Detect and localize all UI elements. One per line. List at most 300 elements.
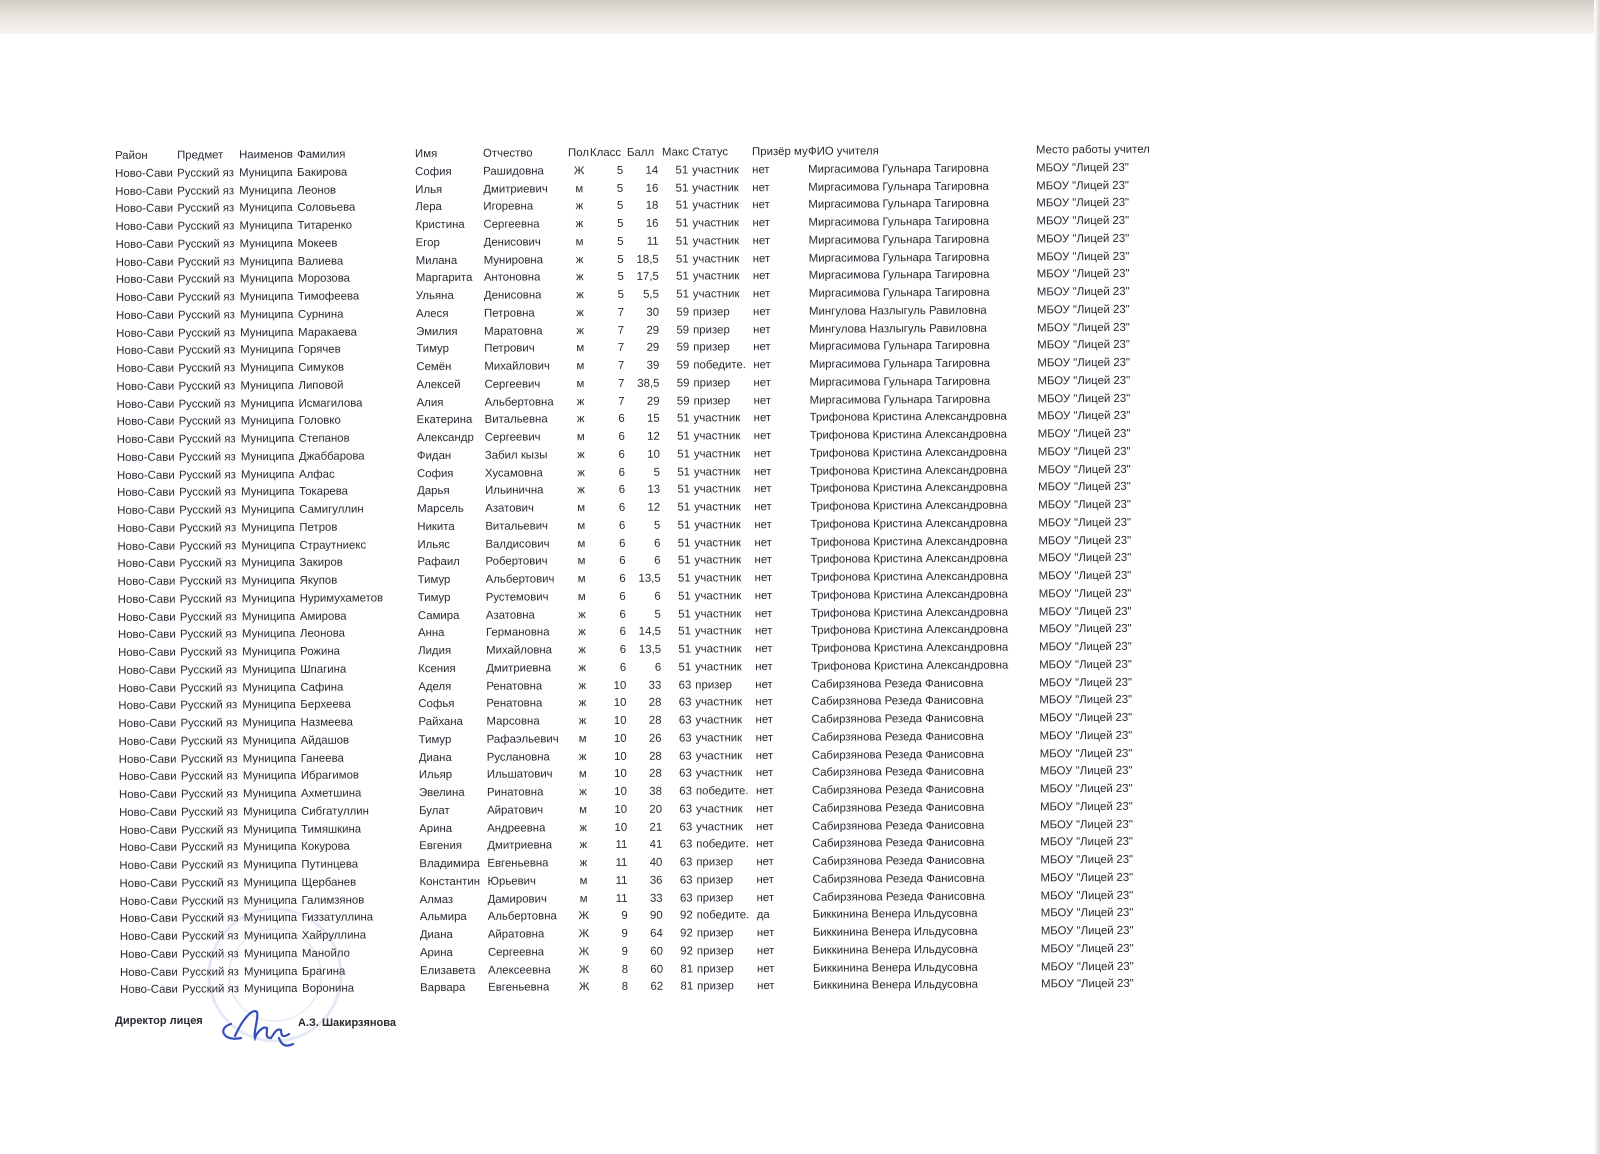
table-cell: Миргасимова Гульнара Тагировна bbox=[809, 357, 990, 371]
table-cell: Муниципа bbox=[240, 379, 294, 392]
table-cell: Ренатовна bbox=[486, 679, 543, 693]
table-cell: Ново-Сави bbox=[118, 717, 177, 730]
table-cell: Русский яз bbox=[181, 930, 239, 943]
table-cell: Миргасимова Гульнара Тагировна bbox=[808, 286, 990, 300]
table-cell: Ж bbox=[573, 164, 585, 177]
table-cell: ж bbox=[578, 608, 586, 621]
table-cell: Трифонова Кристина Александровна bbox=[810, 499, 1008, 513]
table-cell: Дмитриевна bbox=[486, 662, 552, 675]
table-cell: 21 bbox=[649, 821, 663, 834]
director-label: Директор лицея bbox=[115, 1015, 203, 1027]
table-cell: Райхана bbox=[418, 715, 464, 729]
table-cell: призер bbox=[696, 873, 734, 887]
table-cell: Ильяр bbox=[418, 769, 453, 782]
table-cell: Владимира bbox=[419, 857, 480, 871]
table-cell: Кокурова bbox=[301, 840, 350, 854]
table-cell: ж bbox=[578, 679, 587, 692]
table-cell: Сабирзянова Резеда Фанисовна bbox=[812, 890, 985, 904]
table-cell: Ильяс bbox=[417, 538, 451, 551]
column-header: Балл bbox=[627, 146, 655, 159]
table-cell: 7 bbox=[617, 359, 625, 372]
table-cell: Софья bbox=[418, 698, 455, 711]
table-cell: МБОУ "Лицей 23" bbox=[1037, 339, 1130, 352]
table-cell: участник bbox=[694, 483, 741, 496]
table-cell: Муниципа bbox=[243, 858, 297, 872]
table-cell: 51 bbox=[675, 235, 689, 248]
table-cell: МБОУ "Лицей 23" bbox=[1038, 587, 1132, 601]
table-cell: нет bbox=[754, 571, 773, 585]
table-cell: 5 bbox=[616, 164, 624, 177]
table-cell: 81 bbox=[680, 980, 694, 993]
table-cell: 63 bbox=[679, 891, 693, 905]
table-cell: 6 bbox=[654, 554, 661, 567]
table-cell: Фидан bbox=[416, 449, 452, 462]
table-cell: призер bbox=[695, 678, 732, 691]
table-cell: ж bbox=[575, 253, 584, 266]
table-cell: 6 bbox=[619, 590, 626, 603]
table-cell: нет bbox=[754, 500, 772, 514]
table-cell: Сабирзянова Резеда Фанисовна bbox=[811, 783, 985, 797]
table-cell: 51 bbox=[678, 590, 691, 603]
table-cell: 5 bbox=[616, 182, 624, 195]
table-cell: Ново-Сави bbox=[115, 220, 174, 233]
table-cell: участник bbox=[692, 252, 740, 265]
table-cell: Михайлович bbox=[484, 360, 550, 373]
table-cell: победите. bbox=[696, 838, 749, 851]
table-cell: Ново-Сави bbox=[117, 486, 175, 500]
table-cell: призер bbox=[693, 323, 730, 336]
table-cell: МБОУ "Лицей 23" bbox=[1041, 978, 1134, 991]
table-cell: участник bbox=[695, 714, 743, 727]
table-cell: МБОУ "Лицей 23" bbox=[1036, 285, 1130, 299]
table-cell: победите. bbox=[696, 909, 750, 922]
table-cell: Айдашов bbox=[300, 734, 350, 747]
table-cell: м bbox=[577, 537, 586, 550]
table-cell: м bbox=[576, 431, 585, 444]
table-cell: Никита bbox=[417, 520, 455, 533]
table-cell: Трифонова Кристина Александровна bbox=[810, 535, 1008, 549]
table-cell: Ново-Сави bbox=[117, 628, 176, 642]
table-cell: Ринатовна bbox=[486, 786, 544, 799]
table-cell: Муниципа bbox=[240, 344, 294, 357]
table-cell: Русский яз bbox=[178, 326, 235, 340]
table-cell: 11 bbox=[615, 839, 628, 852]
table-cell: призер bbox=[693, 376, 731, 390]
table-cell: нет bbox=[756, 802, 774, 815]
table-cell: Евгеньевна bbox=[487, 857, 549, 870]
column-header: Призёр му bbox=[752, 145, 808, 159]
table-cell: Русский яз bbox=[181, 948, 239, 961]
results-sheet bbox=[115, 142, 1169, 1000]
table-cell: участник bbox=[692, 199, 739, 212]
table-cell: Русский яз bbox=[179, 628, 237, 641]
table-cell: Илья bbox=[415, 183, 443, 196]
table-cell: Муниципа bbox=[241, 610, 296, 623]
table-cell: ж bbox=[578, 644, 586, 657]
table-cell: ж bbox=[579, 821, 588, 834]
table-cell: нет bbox=[755, 660, 773, 673]
table-cell: нет bbox=[752, 163, 770, 176]
scan-edge-top bbox=[0, 0, 1600, 34]
table-cell: МБОУ "Лицей 23" bbox=[1040, 800, 1133, 814]
table-cell: Ново-Сави bbox=[120, 983, 178, 997]
table-cell: Эмилия bbox=[416, 325, 458, 338]
table-cell: участник bbox=[692, 163, 739, 177]
table-cell: МБОУ "Лицей 23" bbox=[1040, 924, 1134, 938]
table-cell: 29 bbox=[646, 341, 660, 355]
table-cell: 63 bbox=[679, 803, 693, 816]
table-cell: МБОУ "Лицей 23" bbox=[1039, 765, 1133, 778]
column-header: Наименов bbox=[239, 148, 293, 162]
table-cell: Витальевич bbox=[485, 520, 549, 533]
table-cell: Ново-Сави bbox=[119, 841, 178, 855]
table-cell: нет bbox=[756, 820, 774, 833]
table-cell: участник bbox=[695, 660, 742, 674]
table-cell: 18 bbox=[645, 199, 659, 213]
table-cell: Русский яз bbox=[177, 309, 235, 322]
table-cell: нет bbox=[752, 305, 771, 318]
table-cell: Муниципа bbox=[241, 557, 295, 570]
table-cell: МБОУ "Лицей 23" bbox=[1038, 516, 1132, 530]
table-cell: м bbox=[576, 377, 585, 390]
table-cell: Игоревна bbox=[483, 200, 534, 214]
table-cell: 51 bbox=[676, 270, 689, 283]
table-cell: Муниципа bbox=[241, 539, 295, 552]
table-cell: ж bbox=[578, 697, 587, 710]
table-cell: Ново-Сави bbox=[116, 415, 175, 429]
table-cell: Муниципа bbox=[242, 787, 297, 801]
table-cell: 59 bbox=[676, 359, 690, 372]
table-cell: Русский яз bbox=[179, 575, 237, 588]
table-cell: 38,5 bbox=[637, 377, 660, 390]
table-cell: Ново-Сави bbox=[115, 256, 174, 269]
table-cell: 51 bbox=[677, 536, 691, 550]
table-cell: 39 bbox=[646, 359, 660, 372]
table-cell: 51 bbox=[678, 661, 692, 674]
table-cell: Миргасимова Гульнара Тагировна bbox=[808, 233, 990, 247]
table-cell: Трифонова Кристина Александровна bbox=[810, 570, 1008, 584]
table-cell: 51 bbox=[677, 465, 691, 479]
table-cell: Сабирзянова Резеда Фанисовна bbox=[812, 801, 985, 815]
table-cell: МБОУ "Лицей 23" bbox=[1040, 853, 1134, 867]
column-header: Имя bbox=[415, 148, 438, 161]
table-cell: Муниципа bbox=[239, 290, 294, 304]
table-cell: Айратовна bbox=[487, 928, 545, 941]
table-cell: 33 bbox=[649, 892, 663, 905]
table-cell: м bbox=[577, 502, 586, 515]
table-cell: участник bbox=[694, 554, 742, 567]
table-cell: Витальевна bbox=[484, 413, 548, 426]
table-cell: Биккинина Венера Ильдусовна bbox=[812, 925, 978, 939]
table-cell: Трифонова Кристина Александровна bbox=[809, 428, 1007, 442]
table-cell: Трифонова Кристина Александровна bbox=[811, 659, 1009, 673]
table-cell: Маратовна bbox=[484, 324, 543, 338]
table-cell: Назмеева bbox=[300, 716, 353, 729]
table-cell: 51 bbox=[677, 448, 690, 461]
table-cell: нет bbox=[753, 447, 772, 460]
table-cell: Воронина bbox=[302, 982, 355, 996]
table-cell: 63 bbox=[679, 856, 693, 869]
table-cell: Русский яз bbox=[177, 167, 235, 180]
table-cell: Марсовна bbox=[486, 715, 540, 728]
table-cell: Александр bbox=[416, 431, 474, 445]
table-cell: 51 bbox=[677, 519, 691, 532]
table-cell: Галимзянов bbox=[301, 893, 365, 907]
table-cell: нет bbox=[753, 341, 771, 354]
table-cell: Арина bbox=[419, 946, 453, 959]
table-cell: 5 bbox=[617, 288, 624, 301]
table-cell: Муниципа bbox=[240, 468, 295, 481]
table-cell: Трифонова Кристина Александровна bbox=[810, 552, 1008, 567]
table-cell: Ново-Сави bbox=[117, 540, 176, 553]
table-cell: 60 bbox=[650, 945, 663, 958]
table-cell: участник bbox=[694, 518, 741, 532]
table-cell: Миргасимова Гульнара Тагировна bbox=[809, 375, 991, 389]
table-cell: Сибгатуллин bbox=[301, 805, 369, 818]
table-cell: Муниципа bbox=[239, 202, 293, 215]
table-cell: м bbox=[578, 732, 587, 745]
table-cell: Рафаэльевич bbox=[486, 733, 559, 746]
table-cell: ж bbox=[576, 324, 584, 337]
table-cell: Русский яз bbox=[181, 859, 239, 872]
table-cell: нет bbox=[753, 429, 772, 443]
table-cell: Алмаз bbox=[419, 893, 454, 906]
table-cell: Альбертовна bbox=[484, 395, 554, 409]
table-cell: 5 bbox=[616, 200, 624, 213]
table-cell: 59 bbox=[676, 394, 690, 408]
table-cell: нет bbox=[756, 944, 775, 957]
table-cell: Альбертович bbox=[485, 573, 555, 586]
table-cell: Ульяна bbox=[415, 289, 454, 303]
table-cell: Муниципа bbox=[239, 255, 294, 268]
table-cell: Тимур bbox=[416, 343, 449, 356]
table-cell: Русский яз bbox=[180, 735, 238, 748]
table-cell: Дмитриевич bbox=[483, 182, 548, 196]
table-cell: Ново-Сави bbox=[116, 469, 175, 482]
table-cell: Ж bbox=[578, 963, 590, 976]
table-cell: МБОУ "Лицей 23" bbox=[1036, 179, 1129, 192]
table-cell: 10 bbox=[647, 448, 660, 461]
table-cell: призер bbox=[692, 305, 730, 319]
table-cell: Сабирзянова Резеда Фанисовна bbox=[812, 819, 985, 833]
table-cell: нет bbox=[753, 323, 771, 336]
table-cell: Русский яз bbox=[182, 983, 240, 996]
table-cell: 13,5 bbox=[638, 572, 661, 585]
table-cell: нет bbox=[755, 642, 773, 656]
table-cell: Миргасимова Гульнара Тагировна bbox=[809, 339, 990, 354]
table-cell: Денисовна bbox=[483, 289, 542, 302]
table-cell: Русский яз bbox=[179, 486, 236, 499]
column-header: Макс bbox=[662, 146, 689, 159]
table-cell: Муниципа bbox=[243, 929, 298, 943]
table-cell: 10 bbox=[613, 714, 627, 727]
table-cell: Ново-Сави bbox=[116, 327, 174, 340]
table-cell: м bbox=[579, 803, 588, 816]
table-cell: Сурнина bbox=[297, 308, 344, 321]
table-cell: 7 bbox=[617, 324, 625, 337]
table-cell: Сабирзянова Резеда Фанисовна bbox=[811, 748, 984, 762]
table-cell: Миргасимова Гульнара Тагировна bbox=[808, 180, 989, 194]
table-cell: МБОУ "Лицей 23" bbox=[1036, 303, 1130, 317]
table-cell: ж bbox=[578, 715, 587, 728]
table-cell: Страутниекс bbox=[299, 538, 367, 552]
table-cell: 51 bbox=[677, 572, 691, 585]
table-cell: 7 bbox=[618, 377, 625, 390]
table-cell: Кристина bbox=[415, 218, 465, 232]
table-cell: 7 bbox=[618, 395, 625, 408]
table-cell: Русский яз bbox=[178, 362, 236, 375]
table-cell: Дамирович bbox=[487, 892, 547, 906]
table-cell: Амирова bbox=[299, 610, 347, 623]
column-header: Отчество bbox=[483, 147, 533, 160]
table-cell: призер bbox=[696, 944, 734, 958]
table-cell: Степанов bbox=[298, 432, 350, 445]
table-cell: да bbox=[756, 909, 770, 922]
table-cell: МБОУ "Лицей 23" bbox=[1040, 960, 1134, 973]
table-cell: нет bbox=[752, 234, 771, 247]
table-cell: участник bbox=[694, 607, 742, 620]
table-cell: нет bbox=[754, 483, 772, 496]
table-cell: Русский яз bbox=[177, 291, 235, 304]
table-cell: Мунировна bbox=[483, 253, 544, 267]
table-cell: МБОУ "Лицей 23" bbox=[1040, 889, 1134, 902]
table-cell: Ильинична bbox=[485, 484, 544, 497]
table-cell: Ново-Сави bbox=[118, 788, 177, 801]
table-cell: Сабирзянова Резеда Фанисовна bbox=[812, 872, 985, 886]
table-cell: 51 bbox=[675, 181, 689, 195]
table-cell: 51 bbox=[675, 217, 689, 230]
table-cell: участник bbox=[693, 447, 741, 461]
table-cell: Муниципа bbox=[243, 876, 297, 889]
column-header: Фамилия bbox=[297, 148, 346, 161]
table-cell: Сергеевич bbox=[484, 431, 541, 444]
table-cell: Горячев bbox=[298, 343, 341, 357]
table-cell: Русский яз bbox=[178, 397, 236, 411]
table-cell: нет bbox=[752, 270, 771, 283]
table-cell: Антоновна bbox=[483, 271, 541, 284]
table-cell: участник bbox=[693, 412, 741, 425]
table-cell: Айратович bbox=[487, 804, 544, 817]
table-cell: 28 bbox=[648, 714, 662, 727]
table-cell: Ж bbox=[578, 981, 590, 994]
table-cell: МБОУ "Лицей 23" bbox=[1037, 410, 1131, 423]
column-header: Класс bbox=[590, 146, 622, 160]
table-cell: 7 bbox=[617, 342, 625, 355]
table-cell: Сабирзянова Резеда Фанисовна bbox=[811, 677, 984, 691]
table-cell: 51 bbox=[675, 164, 689, 177]
table-cell: Муниципа bbox=[240, 432, 295, 446]
table-cell: Валиева bbox=[297, 255, 344, 268]
table-cell: Сергеевич bbox=[484, 378, 541, 391]
scan-edge-right bbox=[1594, 0, 1600, 1154]
table-cell: Егор bbox=[415, 236, 440, 249]
table-cell: участник bbox=[692, 217, 740, 230]
table-cell: МБОУ "Лицей 23" bbox=[1039, 711, 1133, 725]
table-cell: София bbox=[415, 165, 452, 178]
table-cell: Ново-Сави bbox=[116, 344, 174, 358]
table-cell: нет bbox=[756, 962, 775, 975]
table-cell: Муниципа bbox=[243, 841, 297, 854]
table-cell: участник bbox=[694, 625, 742, 638]
table-cell: 14,5 bbox=[638, 625, 662, 639]
table-cell: Эвелина bbox=[418, 786, 465, 800]
table-cell: Робертович bbox=[485, 555, 548, 568]
table-cell: Токарева bbox=[299, 485, 349, 499]
table-cell: 15 bbox=[646, 412, 660, 426]
table-cell: Петров bbox=[299, 521, 338, 534]
table-cell: нет bbox=[753, 394, 772, 407]
table-cell: 9 bbox=[621, 910, 628, 923]
table-cell: нет bbox=[753, 358, 771, 372]
table-cell: нет bbox=[756, 926, 775, 940]
table-cell: Хусамовна bbox=[484, 466, 543, 480]
table-cell: Муниципа bbox=[242, 681, 296, 694]
table-cell: МБОУ "Лицей 23" bbox=[1037, 374, 1131, 388]
table-cell: нет bbox=[752, 181, 770, 194]
table-cell: Симуков bbox=[298, 361, 345, 374]
table-cell: 5 bbox=[617, 271, 624, 284]
table-cell: Русский яз bbox=[179, 539, 237, 553]
table-cell: 51 bbox=[678, 607, 691, 621]
table-cell: 10 bbox=[614, 821, 628, 834]
table-cell: София bbox=[416, 467, 454, 480]
table-cell: Муниципа bbox=[243, 912, 298, 925]
table-cell: МБОУ "Лицей 23" bbox=[1039, 676, 1133, 689]
table-cell: Сабирзянова Резеда Фанисовна bbox=[811, 730, 984, 744]
table-cell: нет bbox=[755, 784, 774, 798]
table-cell: Муниципа bbox=[239, 219, 293, 233]
table-cell: Ново-Сави bbox=[118, 753, 177, 766]
table-cell: Арина bbox=[419, 822, 453, 835]
table-cell: ж bbox=[579, 786, 587, 799]
table-cell: МБОУ "Лицей 23" bbox=[1037, 392, 1131, 405]
table-cell: 10 bbox=[613, 732, 627, 745]
table-cell: Рожина bbox=[300, 645, 341, 658]
table-cell: ж bbox=[577, 484, 585, 497]
table-cell: Диана bbox=[418, 751, 452, 764]
table-cell: Русский яз bbox=[181, 841, 239, 854]
table-cell: Ново-Сави bbox=[118, 770, 177, 784]
table-cell: 10 bbox=[613, 679, 627, 692]
table-cell: Русский яз bbox=[179, 504, 237, 517]
table-cell: Миргасимова Гульнара Тагировна bbox=[808, 251, 990, 265]
table-cell: Леонова bbox=[299, 627, 346, 641]
table-cell: Ибрагимов bbox=[300, 769, 360, 783]
table-cell: МБОУ "Лицей 23" bbox=[1036, 232, 1130, 246]
column-header: Предмет bbox=[177, 149, 224, 162]
table-cell: МБОУ "Лицей 23" bbox=[1038, 623, 1132, 636]
table-cell: 51 bbox=[675, 252, 689, 266]
table-cell: Ново-Сави bbox=[115, 273, 174, 287]
table-cell: Трифонова Кристина Александровна bbox=[811, 641, 1009, 655]
table-cell: Русский яз bbox=[180, 717, 238, 730]
table-cell: Ново-Сави bbox=[119, 859, 178, 872]
table-cell: Русский яз bbox=[178, 433, 236, 446]
table-body bbox=[115, 159, 1169, 1000]
table-cell: Семён bbox=[416, 360, 452, 374]
table-cell: Ж bbox=[578, 910, 590, 923]
table-cell: 63 bbox=[679, 838, 693, 851]
table-cell: Ново-Сави bbox=[119, 948, 178, 961]
table-cell: Маргарита bbox=[415, 272, 473, 285]
table-cell: Ново-Сави bbox=[115, 202, 174, 216]
table-cell: Елизавета bbox=[419, 964, 476, 977]
table-cell: Сабирзянова Резеда Фанисовна bbox=[811, 694, 984, 709]
table-cell: 6 bbox=[618, 413, 625, 426]
table-cell: МБОУ "Лицей 23" bbox=[1039, 658, 1132, 672]
table-cell: 63 bbox=[678, 678, 692, 692]
table-cell: Марсель bbox=[417, 502, 464, 516]
